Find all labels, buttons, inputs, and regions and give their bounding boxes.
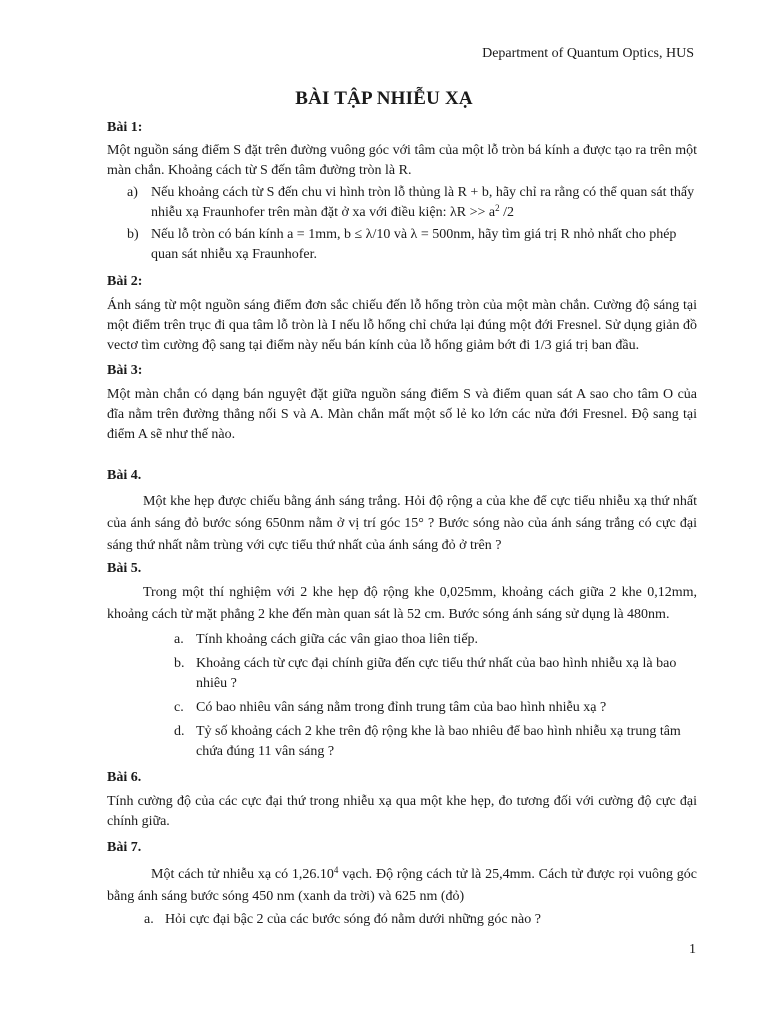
exercise-6-text: Tính cường độ của các cực đại thứ trong nhiễu xạ qua một khe hẹp, đo tương đối với cường độ cực đại chính giữa.	[107, 794, 697, 829]
item-text: Khoảng cách từ cực đại chính giữa đến cực tiểu thứ nhất của bao hình nhiễu xạ là bao nhiêu ?	[196, 656, 677, 691]
item-text: Hỏi cực đại bậc 2 của các bước sóng đó nằm dưới những góc nào ?	[165, 912, 541, 927]
item-text: Nếu lỗ tròn có bán kính a = 1mm, b ≤ λ/10 và λ = 500nm, hãy tìm giá trị R nhỏ nhất cho phép quan sát nhiễu xạ Fraunhofer.	[151, 227, 677, 262]
item-text: Có bao nhiêu vân sáng nằm trong đỉnh trung tâm của bao hình nhiễu xạ ?	[196, 700, 607, 715]
exercise-3-heading: Bài 3:	[107, 363, 143, 378]
item-marker: c.	[174, 700, 184, 715]
item-marker: a)	[127, 185, 138, 200]
item-marker: b.	[174, 656, 185, 671]
exercise-5-text: Trong một thí nghiệm với 2 khe hẹp độ rộng khe 0,025mm, khoảng cách giữa 2 khe 0,12mm, khoảng cách từ mặt phẳng 2 khe đến màn quan sát là 52 cm. Bước sóng ánh sáng sử dụng là 480nm.	[107, 585, 697, 622]
exercise-4-heading: Bài 4.	[107, 468, 142, 483]
item-marker: d.	[174, 724, 185, 739]
item-text: Tỷ số khoảng cách 2 khe trên độ rộng khe là bao nhiêu để bao hình nhiễu xạ trung tâm chứa đúng 11 vân sáng ?	[196, 724, 681, 759]
item-marker: a.	[174, 632, 184, 647]
exercise-1-intro: Một nguồn sáng điểm S đặt trên đường vuông góc với tâm của một lỗ tròn bá kính a được tạo ra trên một màn chắn. Khoảng cách từ S đến tâm đường tròn là R.	[107, 143, 697, 178]
exercise-6-heading: Bài 6.	[107, 770, 142, 785]
item-text: Nếu khoảng cách từ S đến chu vi hình tròn lỗ thủng là R + b, hãy chỉ ra rằng có thể quan sát thấy nhiễu xạ Fraunhofer trên màn đặt ở xa với điều kiện: λR >> a	[151, 185, 695, 220]
exercise-1-heading: Bài 1:	[107, 120, 143, 135]
item-marker: b)	[127, 227, 139, 242]
superscript: 4	[333, 865, 339, 875]
exercise-7-text-post: vạch. Độ rộng cách tử là 25,4mm. Cách tử được rọi vuông góc bằng ánh sáng bước sóng 450 nm (xanh da trời) và 625 nm (đỏ)	[107, 867, 697, 904]
exercise-5-item-b	[107, 654, 697, 694]
exercise-1-item-b	[107, 225, 697, 265]
exercise-5-item-d	[107, 722, 697, 762]
superscript: 2	[495, 203, 500, 213]
item-text: Tính khoảng cách giữa các vân giao thoa liên tiếp.	[196, 632, 479, 647]
department-header: Department of Quantum Optics, HUS	[482, 46, 694, 61]
exercise-7-text	[107, 864, 697, 908]
exercise-7-item-a	[107, 910, 697, 930]
item-text-tail: /2	[499, 205, 515, 220]
document-title: BÀI TẬP NHIỄU XẠ	[295, 88, 473, 109]
exercise-7-heading: Bài 7.	[107, 840, 142, 855]
item-marker: a.	[144, 912, 154, 927]
exercise-2-text: Ánh sáng từ một nguồn sáng điểm đơn sắc chiếu đến lỗ hổng tròn của một màn chắn. Cường độ sáng tại một điểm trên trục đi qua tâm lỗ tròn là I nếu lỗ hổng chỉ chứa lại đúng một đới Fresnel. Sử dụng giản đồ vectơ tìm cường độ sang tại điểm này nếu bán kính của lỗ hổng giảm bớt đi 1/3 giá trị ban đầu.	[107, 298, 697, 353]
exercise-5-heading: Bài 5.	[107, 561, 142, 576]
exercise-5-item-c	[107, 698, 697, 718]
exercise-7-text-pre: Một cách tử nhiễu xạ có 1,26.10	[151, 867, 334, 882]
exercise-3-text: Một màn chắn có dạng bán nguyệt đặt giữa nguồn sáng điểm S và điểm quan sát A sao cho tâm O của đĩa nằm trên đường thẳng nối S và A. Màn chắn mất một số lẻ ko lớn các nửa đới Fresnel. Độ sang tại điểm A sẽ như thế nào.	[107, 387, 697, 442]
exercise-5-item-a	[107, 630, 697, 650]
exercise-4-text: Một khe hẹp được chiếu bằng ánh sáng trắng. Hỏi độ rộng a của khe để cực tiểu nhiễu xạ thứ nhất của ánh sáng đỏ bước sóng 650nm nằm ở vị trí góc 15° ? Bước sóng nào của ánh sáng trắng có cực đại sáng thứ nhất nằm trùng với cực tiểu thứ nhất của ánh sáng đỏ ở trên ?	[107, 494, 697, 553]
exercise-1-item-a	[107, 183, 697, 223]
page-number: 1	[689, 942, 696, 957]
exercise-2-heading: Bài 2:	[107, 274, 143, 289]
exercise-content	[107, 118, 697, 930]
